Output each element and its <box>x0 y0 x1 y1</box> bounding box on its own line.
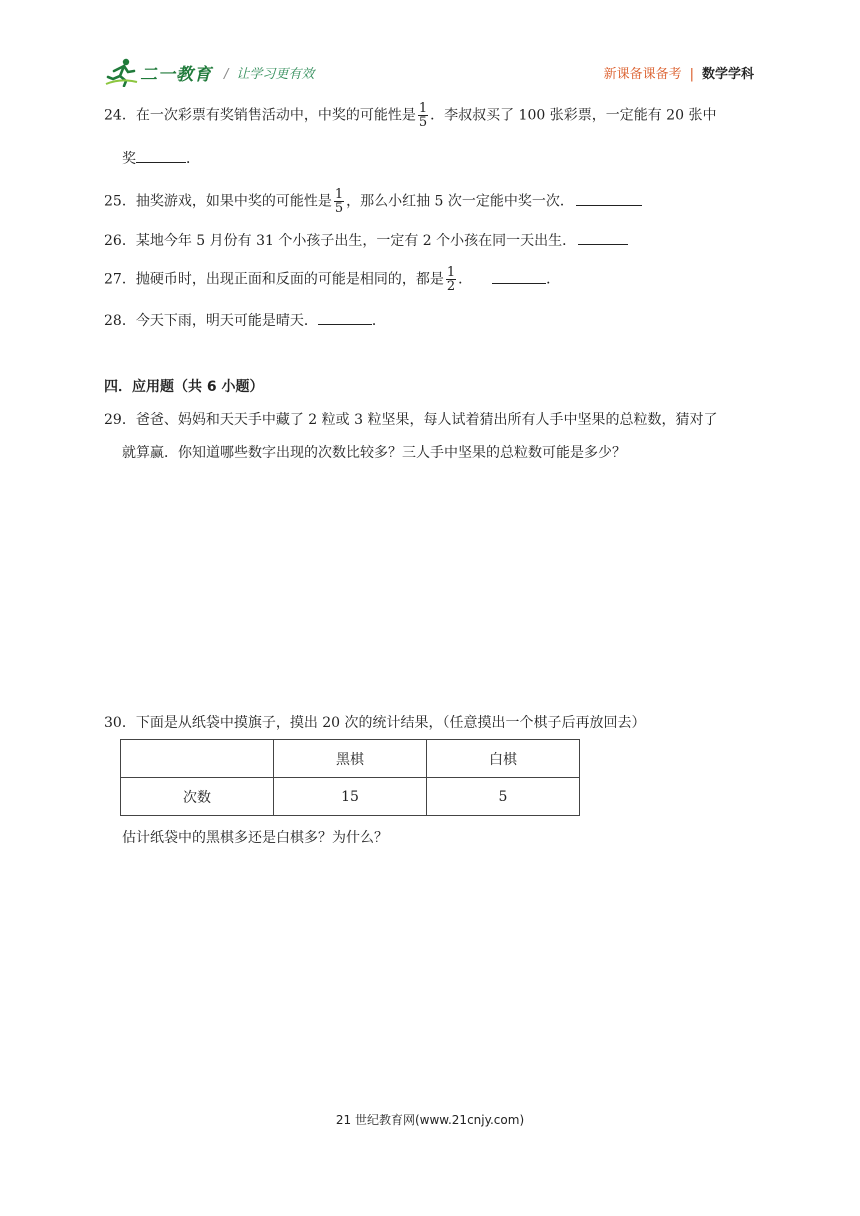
q26-text: 某地今年 5 月份有 31 个小孩子出生，一定有 2 个小孩在同一天出生． <box>135 233 577 249</box>
q24-line2: 奖 <box>122 151 136 167</box>
q25-frac-den: 5 <box>334 201 344 216</box>
section-title: 四．应用题（共 6 小题） <box>104 379 264 395</box>
slogan-slash: / <box>224 67 229 82</box>
runner-logo-icon <box>104 57 138 87</box>
q27-answer-blank[interactable] <box>492 269 546 284</box>
table-row <box>121 778 580 816</box>
question-27 <box>104 266 764 293</box>
q29-line1: 爸爸、妈妈和天天手中藏了 2 粒或 3 粒坚果，每人试着猜出所有人手中坚果的总粒数，猜对了 <box>135 412 718 428</box>
question-29-line2 <box>104 443 782 463</box>
q24-fraction <box>418 102 428 129</box>
q25-fraction <box>334 188 344 215</box>
question-24 <box>104 102 764 129</box>
q24-frac-num: 1 <box>418 101 428 116</box>
page-footer: 21 世纪教育网(www.21cnjy.com) <box>335 1113 525 1127</box>
header-divider: | <box>689 67 694 82</box>
brand-logo <box>104 56 212 88</box>
q25-number: 25． <box>104 193 136 210</box>
q25-frac-num: 1 <box>334 187 344 202</box>
question-29 <box>104 410 764 430</box>
question-25 <box>104 188 764 215</box>
logo-text: 二一教育 <box>140 64 212 85</box>
header-right <box>604 63 754 82</box>
header-subject: 数学学科 <box>701 67 754 82</box>
table-cell: 15 <box>274 778 427 816</box>
q29-line2: 就算赢．你知道哪些数字出现的次数比较多？三人手中坚果的总粒数可能是多少？ <box>122 445 626 461</box>
q30-text: 下面是从纸袋中摸旗子，摸出 20 次的统计结果，（任意摸出一个棋子后再放回去） <box>135 715 646 731</box>
header-org: 新课备课备考 <box>603 67 682 82</box>
q30-question: 估计纸袋中的黑棋多还是白棋多？为什么？ <box>122 830 388 846</box>
q25-text-after: ，那么小红抽 5 次一定能中奖一次． <box>346 193 574 210</box>
q24-text-after: ．李叔叔买了 100 张彩票，一定能有 20 张中 <box>430 107 717 124</box>
question-28 <box>104 310 764 331</box>
slogan <box>224 63 314 82</box>
table-cell: 次数 <box>121 778 274 816</box>
q28-answer-blank[interactable] <box>318 310 372 325</box>
q25-text-before: 抽奖游戏，如果中奖的可能性是 <box>135 193 332 210</box>
q24-answer-blank[interactable] <box>136 148 186 163</box>
q24-number: 24． <box>104 107 136 124</box>
q24-text-before: 在一次彩票有奖销售活动中，中奖的可能性是 <box>135 107 416 124</box>
q27-text-after: ． <box>458 271 473 288</box>
q24-frac-den: 5 <box>418 115 428 130</box>
q27-fraction <box>446 266 456 293</box>
table-header-cell <box>121 740 274 778</box>
slogan-text: 让学习更有效 <box>236 67 315 82</box>
question-30-followup <box>104 828 782 848</box>
q27-frac-num: 1 <box>446 265 456 280</box>
q28-number: 28． <box>104 313 136 329</box>
q29-number: 29． <box>104 412 136 428</box>
q27-number: 27． <box>104 271 136 288</box>
q26-number: 26． <box>104 233 136 249</box>
table-cell: 5 <box>427 778 580 816</box>
question-24-line2 <box>104 148 782 169</box>
q27-end: ． <box>546 271 561 288</box>
q27-frac-den: 2 <box>446 279 456 294</box>
question-30 <box>104 713 764 733</box>
table-header-row <box>121 740 580 778</box>
table-header-cell: 黑棋 <box>274 740 427 778</box>
q24-end: ． <box>186 151 200 167</box>
q30-number: 30． <box>104 715 136 731</box>
page-header <box>0 52 860 92</box>
q28-end: ． <box>371 313 386 329</box>
q25-answer-blank[interactable] <box>576 191 642 206</box>
q26-answer-blank[interactable] <box>578 230 628 245</box>
table-header-cell: 白棋 <box>427 740 580 778</box>
q27-text-before: 抛硬币时，出现正面和反面的可能是相同的，都是 <box>135 271 444 288</box>
stat-table <box>120 739 580 816</box>
q28-text: 今天下雨，明天可能是晴天． <box>135 313 318 329</box>
question-26 <box>104 230 764 251</box>
